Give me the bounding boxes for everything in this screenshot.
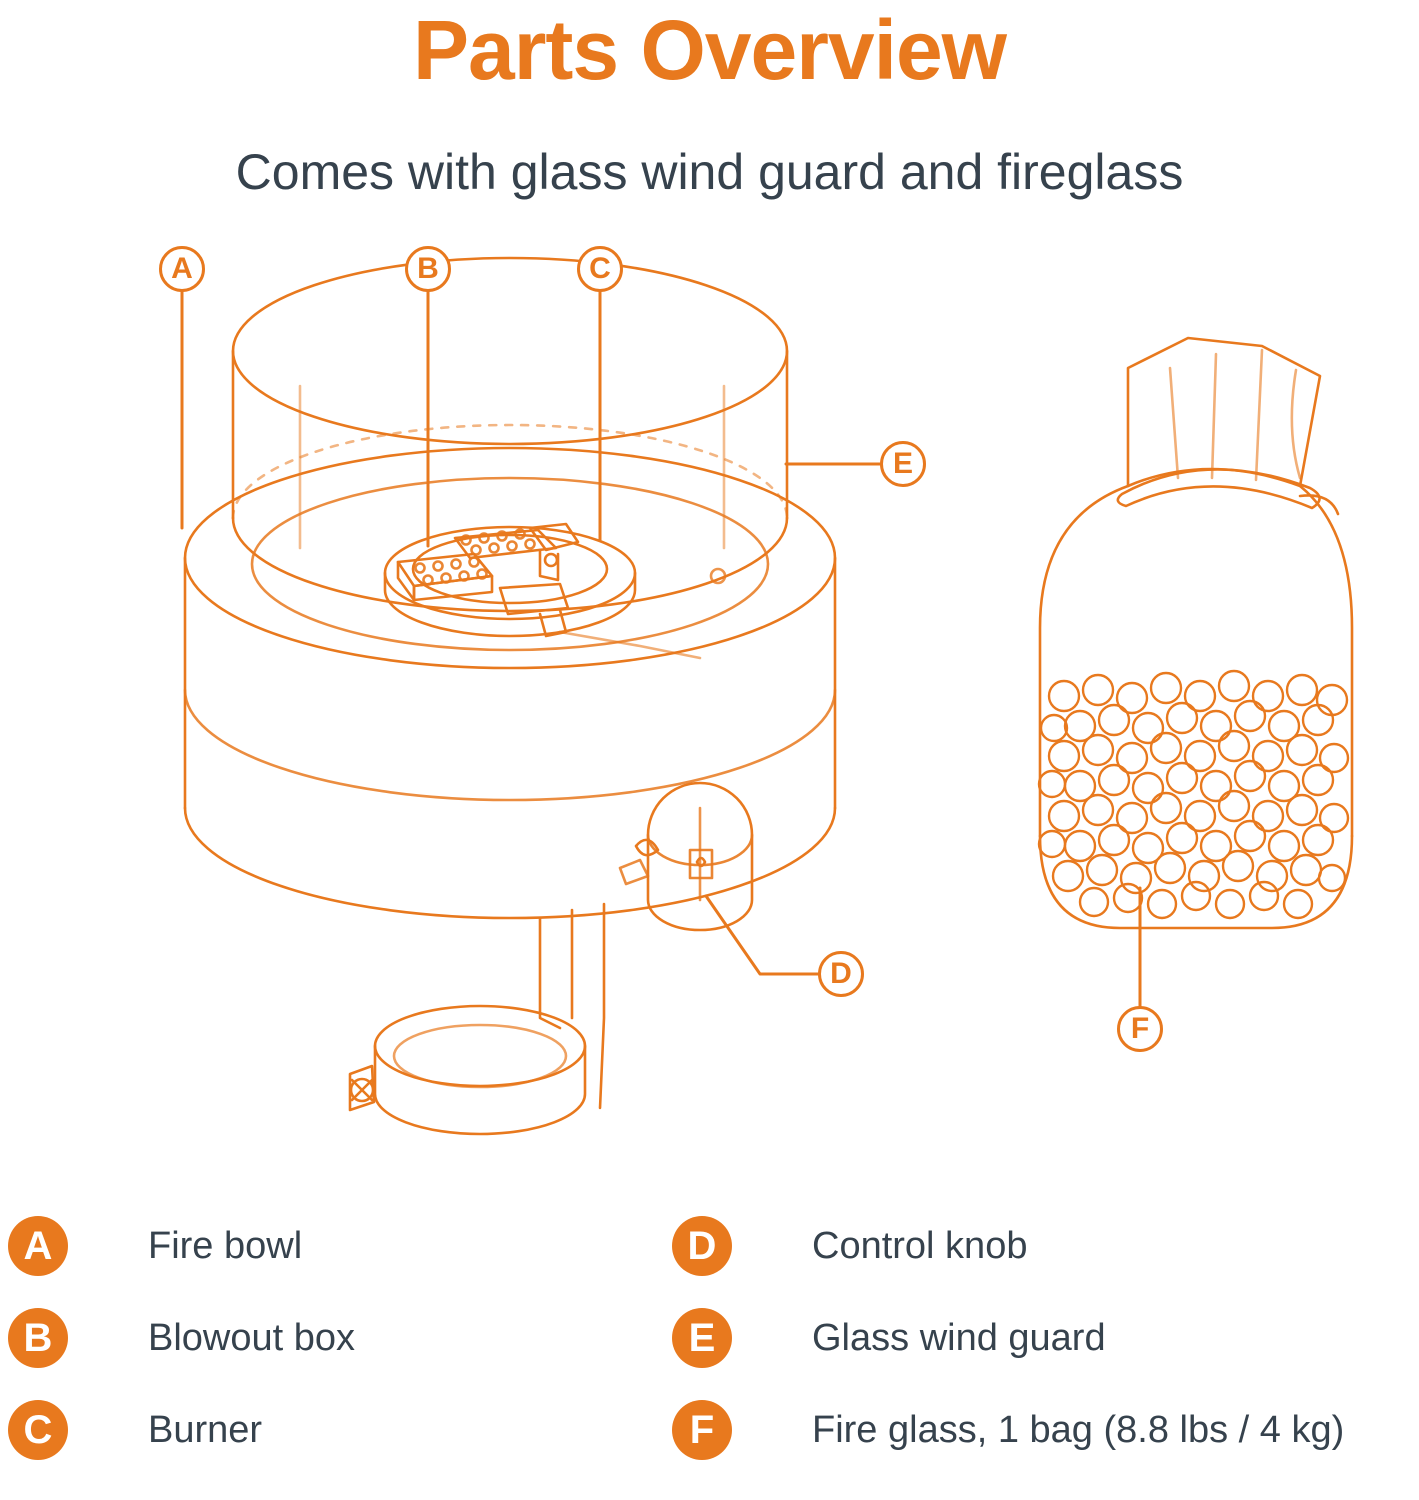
bag-fold-4 [1292, 370, 1300, 478]
fire-bowl-bottom [185, 808, 835, 918]
bag-fold-1 [1170, 368, 1178, 478]
blowout-box-front [414, 576, 492, 600]
legend-badge-a: A [8, 1216, 68, 1276]
bag-fold-3 [1256, 350, 1262, 480]
legend-item-d [672, 1200, 1332, 1292]
hose-collar-top [375, 1006, 585, 1086]
legend-badge-b: B [8, 1308, 68, 1368]
collar-screw-cross [352, 1080, 372, 1100]
callout-a: A [159, 246, 205, 292]
callout-f: F [1117, 1006, 1163, 1052]
page-subtitle: Comes with glass wind guard and fireglass [235, 144, 1184, 200]
stand-bar-right [600, 904, 604, 1108]
legend-label-c: Burner [148, 1408, 263, 1451]
legend-badge-c: C [8, 1400, 68, 1460]
legend-badge-d: D [672, 1216, 732, 1276]
product-diagram [0, 228, 1419, 1178]
legend-column-left [8, 1200, 668, 1476]
callout-e: E [880, 441, 926, 487]
legend-item-a [8, 1200, 668, 1292]
legend-item-c [8, 1384, 668, 1476]
collar-bracket [350, 1066, 374, 1110]
diagram-svg [0, 228, 1419, 1178]
hose-collar-body [375, 1046, 585, 1134]
legend [0, 1200, 1419, 1500]
callout-c: C [577, 246, 623, 292]
legend-label-f: Fire glass, 1 bag (8.8 lbs / 4 kg) [812, 1408, 1345, 1451]
wind-guard-bottom-back [233, 425, 787, 518]
knob-base-plate [620, 860, 648, 884]
legend-label-a: Fire bowl [148, 1224, 303, 1267]
legend-item-f [672, 1384, 1345, 1476]
fire-glass-pebbles [1039, 671, 1348, 918]
legend-label-d: Control knob [812, 1224, 1028, 1267]
fire-bowl-inner-rim [252, 478, 768, 650]
legend-label-e: Glass wind guard [812, 1316, 1106, 1359]
hose-collar-inner [394, 1025, 566, 1087]
legend-item-b [8, 1292, 668, 1384]
wind-guard-top-rim [233, 258, 787, 444]
legend-badge-e: E [672, 1308, 732, 1368]
fire-bowl-mid-band [185, 690, 835, 800]
callout-d: D [818, 951, 864, 997]
bowl-surface-hole [711, 569, 725, 583]
stand-bar-left [540, 918, 560, 1028]
bag-fold-2 [1212, 354, 1216, 478]
leader-line-d [706, 896, 818, 974]
igniter-nut [545, 554, 557, 566]
gas-line-inner [560, 632, 700, 658]
legend-label-b: Blowout box [148, 1316, 356, 1359]
legend-item-e [672, 1292, 1332, 1384]
bag-tie-band [1118, 469, 1320, 508]
page-title: Parts Overview [412, 3, 1007, 97]
legend-badge-f: F [672, 1400, 732, 1460]
legend-column-right [672, 1200, 1345, 1476]
callout-b: B [405, 246, 451, 292]
